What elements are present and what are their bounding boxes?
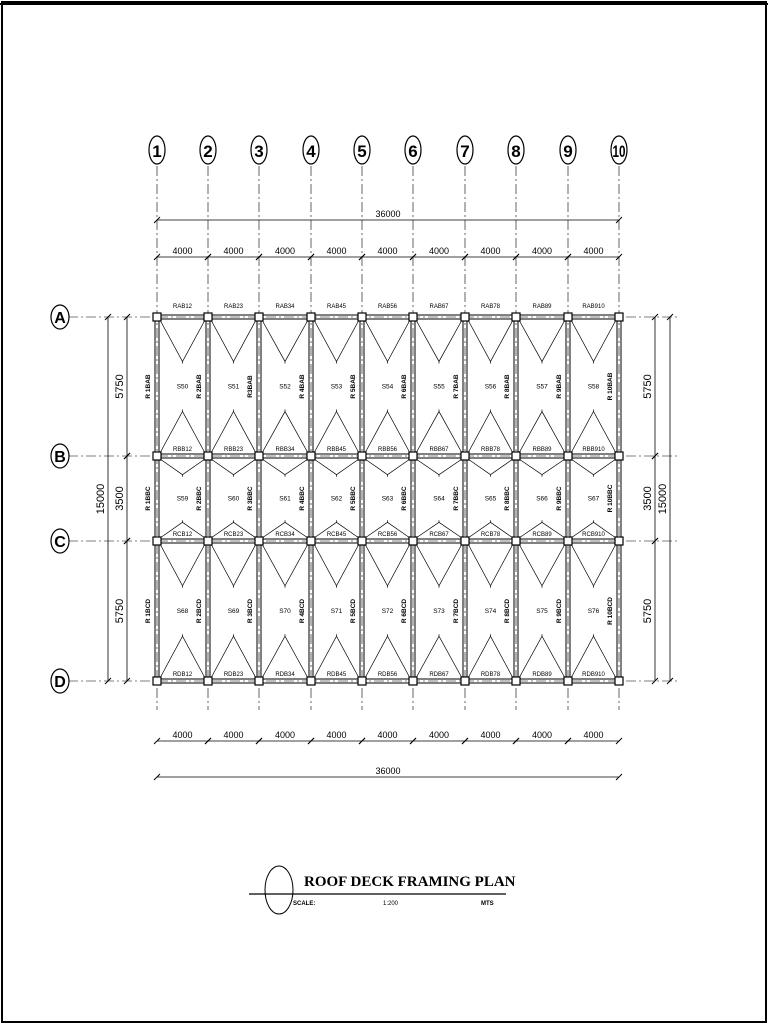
dim-bay-top-label: 4000 bbox=[274, 246, 296, 256]
column-beam-label: R 1BCD bbox=[145, 598, 152, 624]
column-grid-label: 8 bbox=[511, 142, 521, 161]
beam-label: RDB910 bbox=[582, 672, 605, 678]
dim-depth-left-label: 3500 bbox=[114, 486, 126, 511]
dim-bay-top-label: 4000 bbox=[377, 246, 398, 256]
column-beam-label: R 6BBC bbox=[401, 486, 408, 511]
beam-label: RBB78 bbox=[480, 447, 501, 453]
slab-label: S59 bbox=[176, 495, 189, 503]
beam-label: RDB78 bbox=[480, 672, 501, 678]
column-post bbox=[564, 452, 572, 460]
beam-label: RBB89 bbox=[532, 447, 552, 453]
column-beam-label: R 4BBC bbox=[299, 486, 306, 511]
beam-label: RDB12 bbox=[172, 672, 193, 678]
column-post bbox=[358, 313, 366, 321]
slab-label: S67 bbox=[587, 495, 600, 503]
scale-value: 1:200 bbox=[383, 901, 399, 907]
column-post bbox=[255, 313, 263, 321]
column-beam-label: R 2BAB bbox=[196, 374, 203, 399]
dim-depth-left-label: 5750 bbox=[114, 374, 126, 399]
column-grid-label: 5 bbox=[357, 142, 367, 161]
column-grid-label: 4 bbox=[306, 142, 316, 161]
slab-label: S60 bbox=[227, 495, 240, 503]
column-post bbox=[307, 452, 315, 460]
column-beam-label: R 5BAB bbox=[350, 374, 357, 399]
column-beam-label: R 4BAB bbox=[299, 374, 306, 399]
dim-bay-top-label: 4000 bbox=[531, 246, 553, 256]
beam-label: RBB910 bbox=[582, 447, 605, 453]
column-post bbox=[307, 537, 315, 545]
beam-label: RAB67 bbox=[429, 304, 449, 310]
column-grid-label: 1 bbox=[152, 142, 162, 161]
dim-bay-bottom-label: 4000 bbox=[274, 730, 296, 740]
dim-bay-bottom-label: 4000 bbox=[172, 730, 193, 740]
labels bbox=[145, 304, 614, 678]
beam-label: RCB34 bbox=[275, 532, 295, 538]
dim-bay-bottom-label: 4000 bbox=[326, 730, 347, 740]
beam-label: RCB67 bbox=[429, 532, 449, 538]
drawing-number-bubble bbox=[265, 866, 293, 914]
title-block bbox=[249, 866, 516, 914]
column-post bbox=[255, 537, 263, 545]
column-beam-label: R 6BAB bbox=[401, 374, 408, 399]
column-post bbox=[512, 313, 520, 321]
beam-label: RAB910 bbox=[582, 304, 605, 310]
slab-label: S66 bbox=[536, 495, 548, 503]
dim-bay-bottom-label: 4000 bbox=[583, 730, 604, 740]
dim-bay-top-label: 4000 bbox=[326, 246, 347, 256]
column-post bbox=[255, 677, 263, 685]
dimension-lines bbox=[95, 209, 673, 780]
dim-depth-right-label: 5750 bbox=[642, 374, 654, 399]
beam-label: RDB45 bbox=[326, 672, 347, 678]
column-beam-label: R 10BAB bbox=[607, 372, 614, 401]
column-post bbox=[615, 677, 623, 685]
column-post bbox=[307, 677, 315, 685]
column-beam-label: R 10BCD bbox=[607, 597, 614, 625]
slab-label: S62 bbox=[330, 495, 343, 503]
slab-label: S69 bbox=[227, 608, 240, 615]
column-beam-label: R 1BAB bbox=[145, 374, 152, 399]
column-post bbox=[153, 537, 161, 545]
beam-label: RCB23 bbox=[223, 532, 244, 538]
row-grid-label: A bbox=[54, 310, 66, 327]
scale-label: SCALE: bbox=[293, 901, 316, 907]
beam-label: RDB67 bbox=[429, 672, 449, 678]
slab-label: S75 bbox=[536, 608, 548, 615]
slab-label: S55 bbox=[433, 383, 445, 391]
column-beam-label: R 3BBC bbox=[247, 486, 254, 511]
column-post bbox=[512, 452, 520, 460]
beam-label: RAB56 bbox=[377, 304, 398, 310]
column-post bbox=[358, 452, 366, 460]
column-beam-label: R 8BBC bbox=[504, 486, 511, 511]
slab-label: S53 bbox=[330, 383, 343, 391]
dim-bay-top-label: 4000 bbox=[428, 246, 450, 256]
column-post bbox=[615, 313, 623, 321]
beam-label: RDB56 bbox=[377, 672, 398, 678]
slab-label: S68 bbox=[176, 608, 189, 615]
column-beam-label: R 8BAB bbox=[504, 374, 511, 399]
column-grid-label: 10 bbox=[612, 142, 626, 161]
column-beam-label: R 5BCD bbox=[350, 598, 357, 624]
column-beam-label: R 4BCD bbox=[299, 598, 306, 624]
column-beam-label: R 5BBC bbox=[350, 486, 357, 511]
dim-bay-top-label: 4000 bbox=[223, 246, 244, 256]
beam-label: RAB89 bbox=[532, 304, 552, 310]
beam-label: RAB45 bbox=[326, 304, 347, 310]
slab-label: S70 bbox=[279, 608, 291, 615]
column-beam-label: R 7BBC bbox=[453, 486, 460, 511]
column-post bbox=[512, 537, 520, 545]
column-beam-label: R 10BBC bbox=[607, 484, 614, 513]
column-post bbox=[512, 677, 520, 685]
slab-label: S73 bbox=[433, 608, 445, 615]
column-post bbox=[153, 452, 161, 460]
column-post bbox=[409, 537, 417, 545]
drawing-title: ROOF DECK FRAMING PLAN bbox=[304, 874, 516, 890]
column-post bbox=[204, 313, 212, 321]
dim-bay-bottom-label: 4000 bbox=[428, 730, 450, 740]
slab-label: S56 bbox=[484, 383, 497, 391]
column-post bbox=[307, 313, 315, 321]
slab-label: S71 bbox=[330, 608, 343, 615]
dim-bay-top-label: 4000 bbox=[583, 246, 604, 256]
dim-total-top-label: 36000 bbox=[375, 209, 401, 219]
beam-label: RAB34 bbox=[275, 304, 295, 310]
slab-label: S64 bbox=[433, 495, 445, 503]
beam-label: RCB78 bbox=[480, 532, 501, 538]
sheet-border bbox=[2, 2, 766, 1022]
column-beam-label: R 8BCD bbox=[504, 598, 511, 624]
dim-bay-bottom-label: 4000 bbox=[377, 730, 398, 740]
slab-label: S54 bbox=[381, 383, 394, 391]
column-beam-label: R3BAB bbox=[247, 375, 254, 398]
column-post bbox=[461, 677, 469, 685]
column-post bbox=[204, 537, 212, 545]
row-grid-label: B bbox=[54, 449, 66, 466]
column-post bbox=[204, 677, 212, 685]
dim-depth-left-label: 5750 bbox=[114, 598, 126, 624]
beam-label: RBB23 bbox=[223, 447, 244, 453]
slab-label: S63 bbox=[381, 495, 394, 503]
beam-label: RBB56 bbox=[377, 447, 398, 453]
column-post bbox=[409, 313, 417, 321]
column-beam-label: R 6BCD bbox=[401, 598, 408, 624]
units-label: MTS bbox=[481, 901, 494, 907]
column-post bbox=[615, 537, 623, 545]
column-post bbox=[615, 452, 623, 460]
slab-label: S50 bbox=[176, 383, 189, 391]
column-grid-label: 6 bbox=[408, 142, 418, 161]
column-post bbox=[204, 452, 212, 460]
slab-label: S57 bbox=[536, 383, 548, 391]
beam-label: RCB910 bbox=[582, 532, 605, 538]
column-post bbox=[255, 452, 263, 460]
column-grid-label: 3 bbox=[254, 142, 264, 161]
beam-label: RCB45 bbox=[326, 532, 347, 538]
column-beam-label: R 9BBC bbox=[556, 486, 563, 511]
dim-depth-right-label: 3500 bbox=[642, 486, 654, 511]
column-post bbox=[461, 313, 469, 321]
dim-bay-top-label: 4000 bbox=[172, 246, 193, 256]
beam-label: RAB12 bbox=[172, 304, 193, 310]
column-grid-label: 7 bbox=[460, 142, 470, 161]
row-grid-label: C bbox=[54, 534, 66, 551]
slab-label: S74 bbox=[484, 608, 497, 615]
column-post bbox=[153, 313, 161, 321]
beam-label: RCB12 bbox=[172, 532, 193, 538]
column-post bbox=[358, 537, 366, 545]
dim-bay-bottom-label: 4000 bbox=[480, 730, 501, 740]
beam-label: RBB67 bbox=[429, 447, 449, 453]
column-post bbox=[409, 677, 417, 685]
column-post bbox=[564, 537, 572, 545]
beam-label: RAB23 bbox=[223, 304, 244, 310]
column-beam-label: R 3BCD bbox=[247, 598, 254, 624]
beam-label: RDB34 bbox=[275, 672, 295, 678]
slab-label: S61 bbox=[279, 495, 291, 503]
column-beam-label: R 9BCD bbox=[556, 598, 563, 624]
column-post bbox=[461, 537, 469, 545]
slab-label: S76 bbox=[587, 608, 600, 615]
column-post bbox=[564, 677, 572, 685]
column-post bbox=[564, 313, 572, 321]
dim-bay-bottom-label: 4000 bbox=[223, 730, 244, 740]
column-post bbox=[153, 677, 161, 685]
beam-label: RBB45 bbox=[326, 447, 347, 453]
beam-label: RBB34 bbox=[275, 447, 295, 453]
slab-label: S51 bbox=[227, 383, 240, 391]
slab-label: S72 bbox=[381, 608, 394, 615]
beam-label: RAB78 bbox=[480, 304, 501, 310]
column-beam-label: R 2BCD bbox=[196, 598, 203, 624]
beam-label: RCB56 bbox=[377, 532, 398, 538]
slab-label: S65 bbox=[484, 495, 497, 503]
dim-bay-bottom-label: 4000 bbox=[531, 730, 553, 740]
column-post bbox=[461, 452, 469, 460]
column-grid-label: 9 bbox=[563, 142, 573, 161]
slab-label: S58 bbox=[587, 383, 600, 391]
column-grid-label: 2 bbox=[203, 142, 213, 161]
dim-total-left-label: 15000 bbox=[95, 483, 107, 515]
beam-label: RDB89 bbox=[532, 672, 552, 678]
beam-label: RBB12 bbox=[172, 447, 193, 453]
dim-total-right-label: 15000 bbox=[657, 483, 669, 515]
dim-total-bottom-label: 36000 bbox=[375, 766, 401, 776]
dim-bay-top-label: 4000 bbox=[480, 246, 501, 256]
column-beam-label: R 9BAB bbox=[556, 374, 563, 399]
column-beam-label: R 1BBC bbox=[145, 486, 152, 511]
column-post bbox=[409, 452, 417, 460]
beam-label: RDB23 bbox=[223, 672, 244, 678]
column-beam-label: R 2BBC bbox=[196, 486, 203, 511]
slab-label: S52 bbox=[279, 383, 291, 391]
row-grid-label: D bbox=[54, 674, 66, 691]
dim-depth-right-label: 5750 bbox=[642, 598, 654, 624]
column-beam-label: R 7BCD bbox=[453, 598, 460, 624]
column-beam-label: R 7BAB bbox=[453, 374, 460, 399]
beam-label: RCB89 bbox=[532, 532, 552, 538]
column-post bbox=[358, 677, 366, 685]
